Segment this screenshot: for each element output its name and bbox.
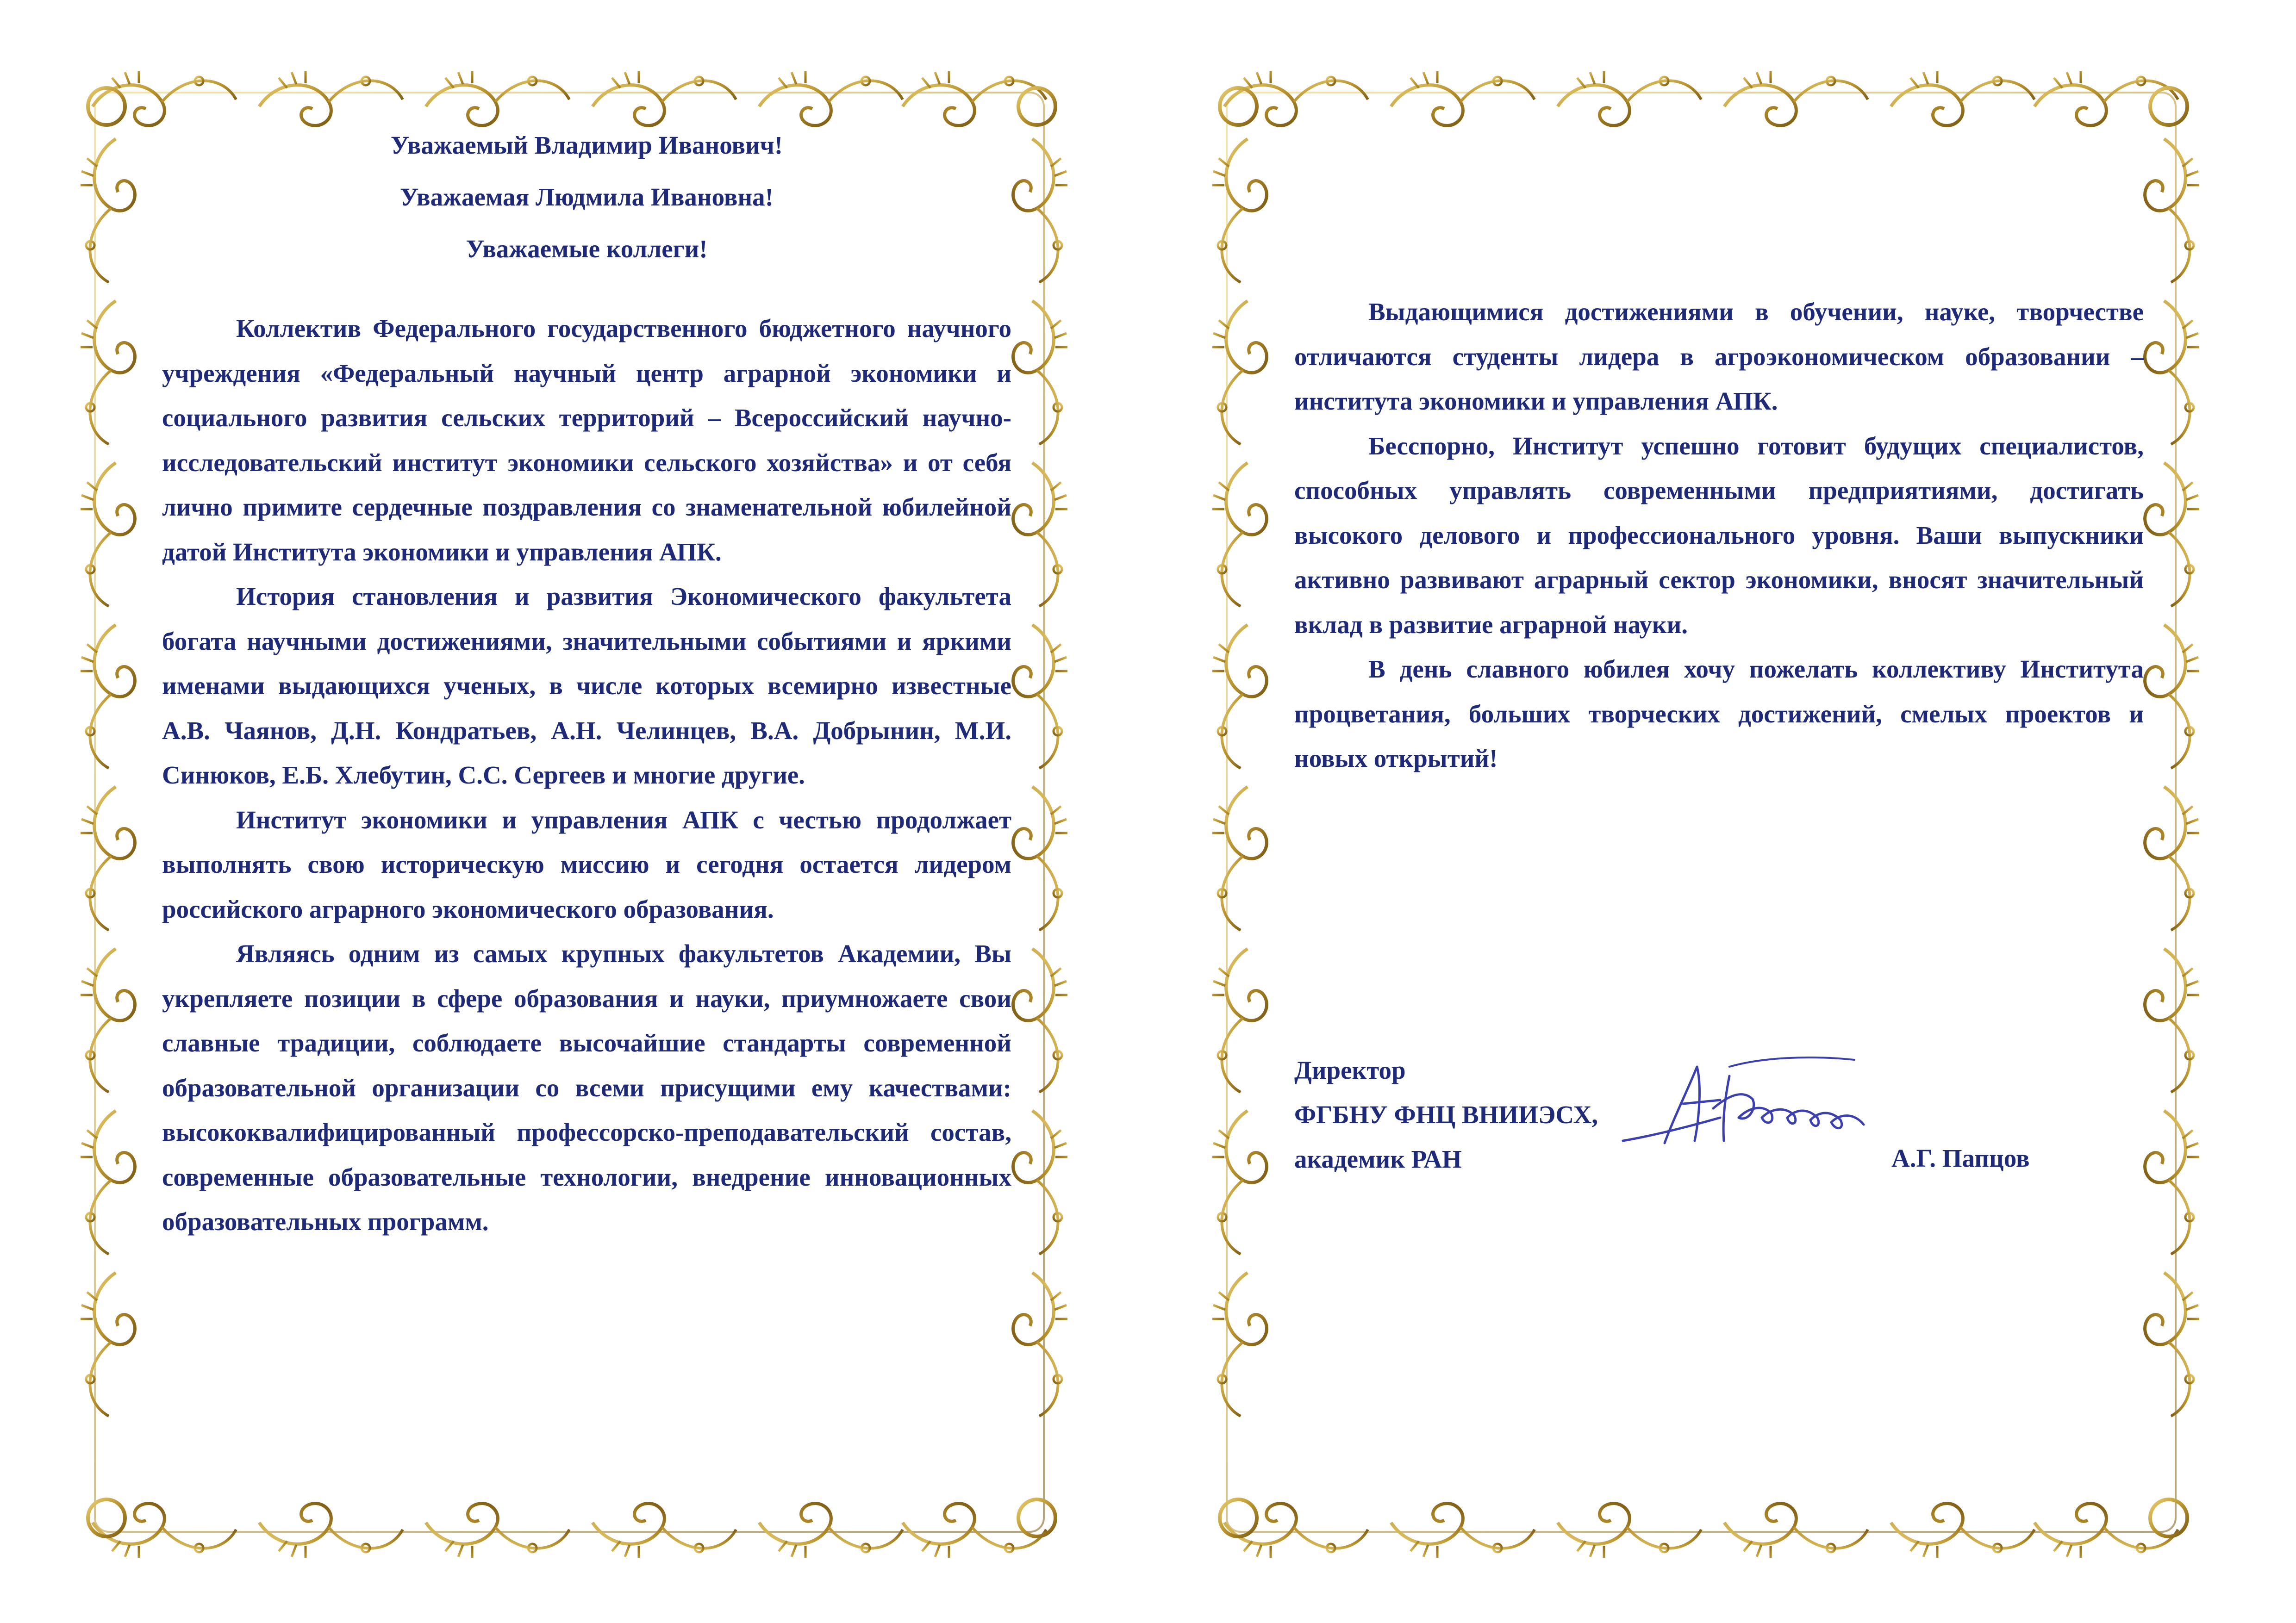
handwritten-signature (1614, 1048, 1882, 1169)
signature-block (1294, 1048, 2144, 1181)
signatory-name: А.Г. Папцов (1891, 1144, 2030, 1172)
paragraph: История становления и развития Экономического факультета богата научными достижениями, значительными событиями и яркими именами выдающихся ученых, в числе которых всемирно известные А.В. Чаянов, Д.Н. Кондратьев, А.Н. Челинцев, В.А. Добрынин, М.И. Синюков, Е.Б. Хлебутин, С.С. Сергеев и многие другие. (162, 582, 1011, 789)
left-letter-body (162, 119, 1011, 1244)
paragraph: Являясь одним из самых крупных факультетов Академии, Вы укрепляете позиции в сфере образования и науки, приумножаете свои славные традиции, соблюдаете высочайшие стандарты современной образовательной организации со всеми присущими ему качествами: высококвалифицированный профессорско-преподавательский состав, современные образовательные технологии, внедрение инновационных образовательных программ. (162, 939, 1011, 1236)
paragraph: Бесспорно, Институт успешно готовит будущих специалистов, способных управлять современными предприятиями, достигать высокого делового и профессионального уровня. Ваши выпускники активно развивают аграрный сектор экономики, вносят значительный вклад в развитие аграрной науки. (1294, 431, 2144, 639)
greeting-line: Уважаемые коллеги! (466, 235, 708, 263)
signatory-rank: академик РАН (1294, 1145, 1462, 1173)
greetings (162, 119, 1011, 275)
paragraph: В день славного юбилея хочу пожелать коллективу Института процветания, больших творческих достижений, смелых проектов и новых открытий! (1294, 655, 2144, 772)
paragraph: Институт экономики и управления АПК с честью продолжает выполнять свою историческую миссию и сегодня остается лидером российского аграрного экономического образования. (162, 805, 1011, 923)
right-letter-body (1294, 290, 2144, 781)
right-page (1148, 0, 2296, 1623)
signatory-organization: ФГБНУ ФНЦ ВНИИЭСХ, (1294, 1101, 1598, 1129)
paragraph: Выдающимися достижениями в обучении, науке, творчестве отличаются студенты лидера в агроэкономическом образовании – института экономики и управления АПК. (1294, 298, 2144, 415)
greeting-line: Уважаемый Владимир Иванович! (390, 131, 783, 159)
paragraph: Коллектив Федерального государственного бюджетного научного учреждения «Федеральный научный центр аграрной экономики и социального развития сельских территорий – Всероссийский научно-исследовательский институт экономики сельского хозяйства» и от себя лично примите сердечные поздравления со знаменательной юбилейной датой Института экономики и управления АПК. (162, 314, 1011, 566)
ornamental-frame-right (1148, 0, 2296, 1623)
greeting-line: Уважаемая Людмила Ивановна! (400, 183, 774, 211)
signatory-title: Директор (1294, 1056, 1406, 1084)
